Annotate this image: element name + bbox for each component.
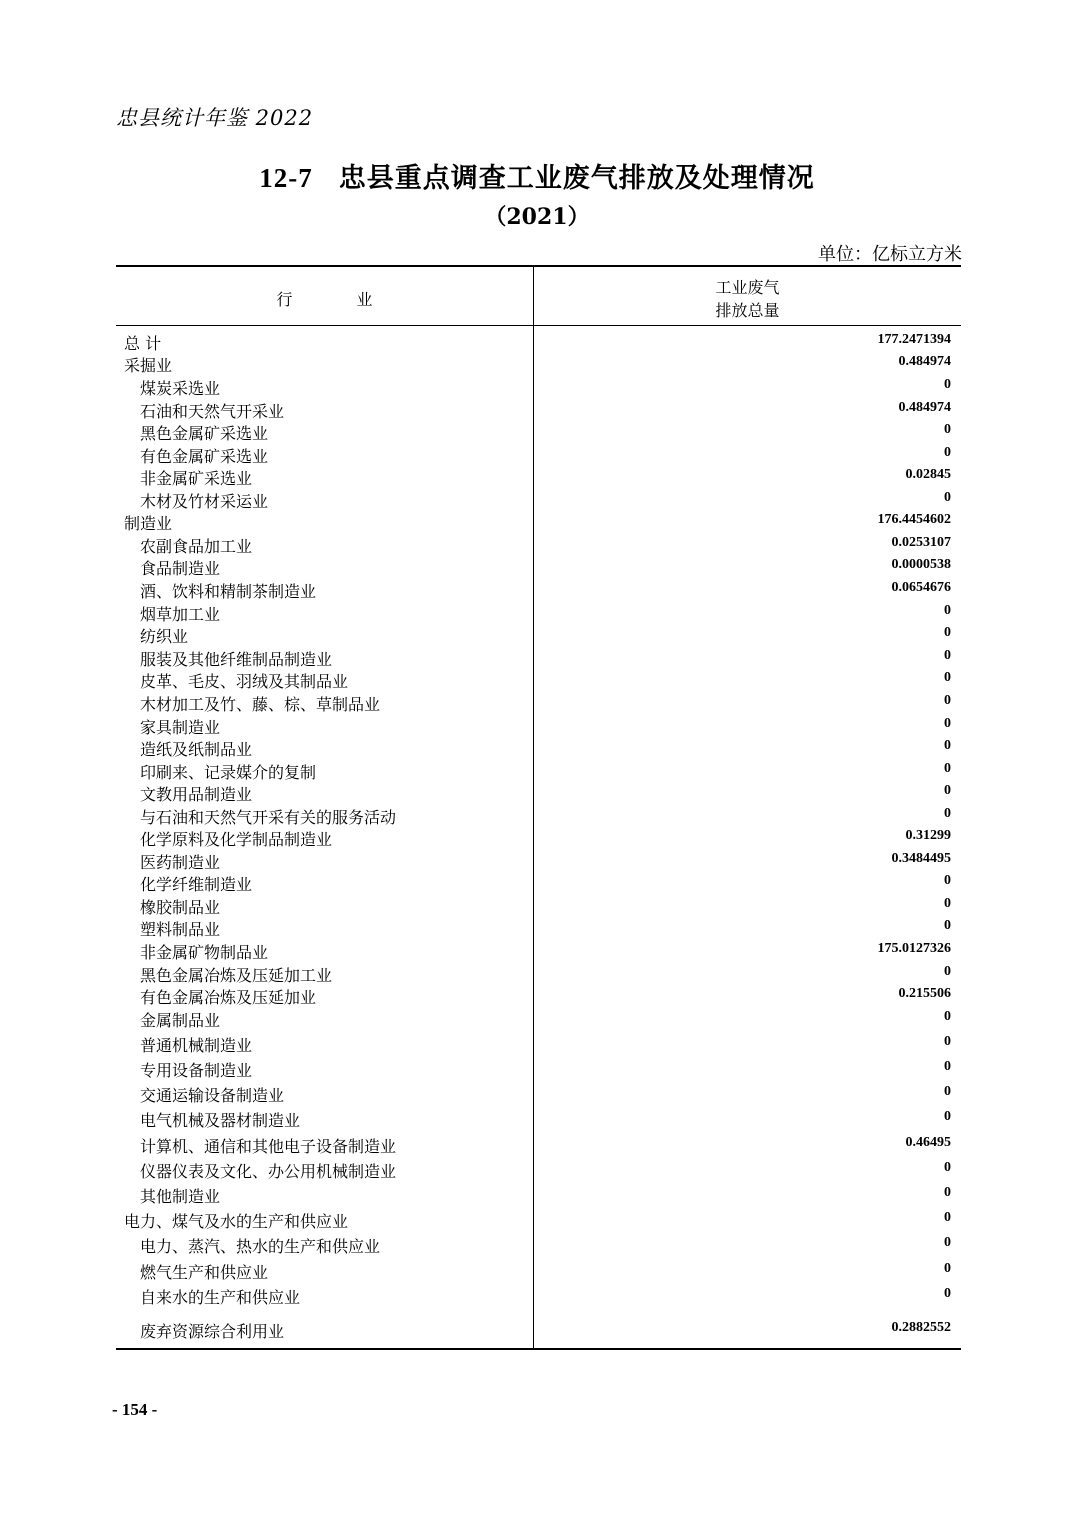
table-row xyxy=(116,399,951,421)
header-industry-char-2: 业 xyxy=(356,290,373,309)
row-industry-label: 家具制造业 xyxy=(140,718,221,737)
row-industry-label: 交通运输设备制造业 xyxy=(140,1086,285,1105)
table-row xyxy=(116,444,951,466)
row-industry-label: 塑料制品业 xyxy=(140,920,221,939)
row-emission-value: 175.0127326 xyxy=(877,941,951,956)
row-emission-value: 0 xyxy=(944,1009,951,1024)
row-industry-label: 废弃资源综合利用业 xyxy=(140,1322,285,1341)
table-row xyxy=(116,1234,951,1256)
row-emission-value: 177.2471394 xyxy=(877,332,951,347)
row-industry-label: 电力、蒸汽、热水的生产和供应业 xyxy=(140,1237,381,1256)
row-emission-value: 0 xyxy=(944,918,951,933)
table-row xyxy=(116,827,951,849)
row-emission-value: 0.0654676 xyxy=(891,580,951,595)
table-row xyxy=(116,1033,951,1055)
row-industry-label: 农副食品加工业 xyxy=(140,537,253,556)
row-emission-value: 0.484974 xyxy=(898,400,951,415)
table-row xyxy=(116,940,951,962)
row-emission-value: 0.2882552 xyxy=(891,1320,951,1335)
header-industry-char-1: 行 xyxy=(276,290,293,309)
running-head: 忠县统计年鉴 2022 xyxy=(116,106,314,130)
row-industry-label: 烟草加工业 xyxy=(140,605,221,624)
table-row xyxy=(116,1209,951,1231)
row-emission-value: 0 xyxy=(944,1185,951,1200)
row-emission-value: 0 xyxy=(944,1210,951,1225)
row-emission-value: 0 xyxy=(944,873,951,888)
table-row xyxy=(116,376,951,398)
table-row xyxy=(116,805,951,827)
table-row xyxy=(116,1058,951,1080)
row-emission-value: 0 xyxy=(944,1286,951,1301)
row-industry-label: 木材加工及竹、藤、棕、草制品业 xyxy=(140,695,381,714)
row-emission-value: 0 xyxy=(944,1109,951,1124)
row-emission-value: 0 xyxy=(944,1160,951,1175)
table-row xyxy=(116,556,951,578)
header-emissions xyxy=(534,276,961,322)
row-emission-value: 0 xyxy=(944,670,951,685)
row-industry-label: 石油和天然气开采业 xyxy=(140,402,285,421)
row-industry-label: 计算机、通信和其他电子设备制造业 xyxy=(140,1137,397,1156)
row-industry-label: 专用设备制造业 xyxy=(140,1061,253,1080)
table-row xyxy=(116,1184,951,1206)
table-row xyxy=(116,1159,951,1181)
table-row xyxy=(116,1008,951,1030)
row-industry-label: 制造业 xyxy=(124,514,173,533)
row-emission-value: 0.0000538 xyxy=(891,557,951,572)
row-industry-label: 黑色金属矿采选业 xyxy=(140,424,269,443)
row-industry-label: 医药制造业 xyxy=(140,853,221,872)
row-industry-label: 食品制造业 xyxy=(140,559,221,578)
row-emission-value: 0 xyxy=(944,445,951,460)
row-emission-value: 0.3484495 xyxy=(891,851,951,866)
row-industry-label: 黑色金属冶炼及压延加工业 xyxy=(140,966,333,985)
row-industry-label: 服装及其他纤维制品制造业 xyxy=(140,650,333,669)
row-emission-value: 0 xyxy=(944,1059,951,1074)
table-title-text: 忠县重点调查工业废气排放及处理情况 xyxy=(338,163,815,194)
row-industry-label: 总 计 xyxy=(124,334,162,353)
table-row xyxy=(116,692,951,714)
row-industry-label: 纺织业 xyxy=(140,627,189,646)
row-industry-label: 电力、煤气及水的生产和供应业 xyxy=(124,1212,349,1231)
row-industry-label: 皮革、毛皮、羽绒及其制品业 xyxy=(140,672,349,691)
row-emission-value: 0.0253107 xyxy=(891,535,951,550)
table-row xyxy=(116,963,951,985)
row-emission-value: 0 xyxy=(944,422,951,437)
row-emission-value: 0 xyxy=(944,377,951,392)
table-row xyxy=(116,579,951,601)
row-emission-value: 0 xyxy=(944,716,951,731)
row-emission-value: 0.31299 xyxy=(905,828,951,843)
row-emission-value: 0 xyxy=(944,1235,951,1250)
table-row xyxy=(116,715,951,737)
table-row xyxy=(116,1285,951,1307)
row-industry-label: 与石油和天然气开采有关的服务活动 xyxy=(140,808,397,827)
table-row xyxy=(116,489,951,511)
table-row xyxy=(116,1134,951,1156)
row-industry-label: 仪器仪表及文化、办公用机械制造业 xyxy=(140,1162,397,1181)
table-row xyxy=(116,534,951,556)
row-emission-value: 0.46495 xyxy=(905,1135,951,1150)
row-industry-label: 有色金属矿采选业 xyxy=(140,447,269,466)
row-industry-label: 木材及竹材采运业 xyxy=(140,492,269,511)
table-row xyxy=(116,782,951,804)
row-industry-label: 电气机械及器材制造业 xyxy=(140,1111,301,1130)
row-industry-label: 燃气生产和供应业 xyxy=(140,1263,269,1282)
row-emission-value: 0 xyxy=(944,490,951,505)
table-row xyxy=(116,353,951,375)
table-row xyxy=(116,511,951,533)
table-row xyxy=(116,602,951,624)
row-industry-label: 化学纤维制造业 xyxy=(140,875,253,894)
row-emission-value: 0.484974 xyxy=(898,354,951,369)
table-row xyxy=(116,1083,951,1105)
row-emission-value: 0 xyxy=(944,964,951,979)
row-industry-label: 金属制品业 xyxy=(140,1011,221,1030)
row-industry-label: 自来水的生产和供应业 xyxy=(140,1288,301,1307)
page-number: - 154 - xyxy=(112,1400,158,1419)
table-row xyxy=(116,872,951,894)
row-industry-label: 非金属矿物制品业 xyxy=(140,943,269,962)
table-row xyxy=(116,895,951,917)
table-row xyxy=(116,760,951,782)
unit-label: 单位：亿标立方米 xyxy=(818,244,962,265)
row-industry-label: 酒、饮料和精制茶制造业 xyxy=(140,582,317,601)
row-industry-label: 化学原料及化学制品制造业 xyxy=(140,830,333,849)
bottom-rule xyxy=(116,1348,961,1350)
row-industry-label: 煤炭采选业 xyxy=(140,379,221,398)
table-row xyxy=(116,1319,951,1341)
table-row xyxy=(116,669,951,691)
row-emission-value: 176.4454602 xyxy=(877,512,951,527)
row-emission-value: 0 xyxy=(944,1084,951,1099)
top-rule xyxy=(116,265,961,267)
header-emissions-line2: 排放总量 xyxy=(715,301,780,320)
row-emission-value: 0.215506 xyxy=(898,986,951,1001)
row-industry-label: 造纸及纸制品业 xyxy=(140,740,253,759)
table-number: 12-7 xyxy=(259,163,313,193)
table-row xyxy=(116,466,951,488)
table-row xyxy=(116,1108,951,1130)
header-emissions-line1: 工业废气 xyxy=(715,278,780,297)
row-emission-value: 0 xyxy=(944,1034,951,1049)
row-industry-label: 非金属矿采选业 xyxy=(140,469,253,488)
row-emission-value: 0 xyxy=(944,693,951,708)
table-row xyxy=(116,850,951,872)
row-industry-label: 其他制造业 xyxy=(140,1187,221,1206)
table-row xyxy=(116,985,951,1007)
table-row xyxy=(116,917,951,939)
table-row xyxy=(116,421,951,443)
table-row xyxy=(116,624,951,646)
row-emission-value: 0 xyxy=(944,896,951,911)
row-emission-value: 0 xyxy=(944,783,951,798)
table-row xyxy=(116,331,951,353)
header-industry xyxy=(116,287,533,310)
row-emission-value: 0 xyxy=(944,806,951,821)
row-emission-value: 0 xyxy=(944,738,951,753)
table-row xyxy=(116,1260,951,1282)
row-industry-label: 普通机械制造业 xyxy=(140,1036,253,1055)
row-emission-value: 0.02845 xyxy=(905,467,951,482)
row-emission-value: 0 xyxy=(944,603,951,618)
row-emission-value: 0 xyxy=(944,648,951,663)
header-rule xyxy=(116,325,961,326)
row-industry-label: 采掘业 xyxy=(124,356,173,375)
table-row xyxy=(116,737,951,759)
table-row xyxy=(116,647,951,669)
row-industry-label: 印刷来、记录媒介的复制 xyxy=(140,763,317,782)
row-industry-label: 橡胶制品业 xyxy=(140,898,221,917)
table-title xyxy=(0,156,1074,195)
row-emission-value: 0 xyxy=(944,1261,951,1276)
row-industry-label: 文教用品制造业 xyxy=(140,785,253,804)
table-year: （2021） xyxy=(484,204,590,230)
row-industry-label: 有色金属冶炼及压延加业 xyxy=(140,988,317,1007)
row-emission-value: 0 xyxy=(944,625,951,640)
row-emission-value: 0 xyxy=(944,761,951,776)
